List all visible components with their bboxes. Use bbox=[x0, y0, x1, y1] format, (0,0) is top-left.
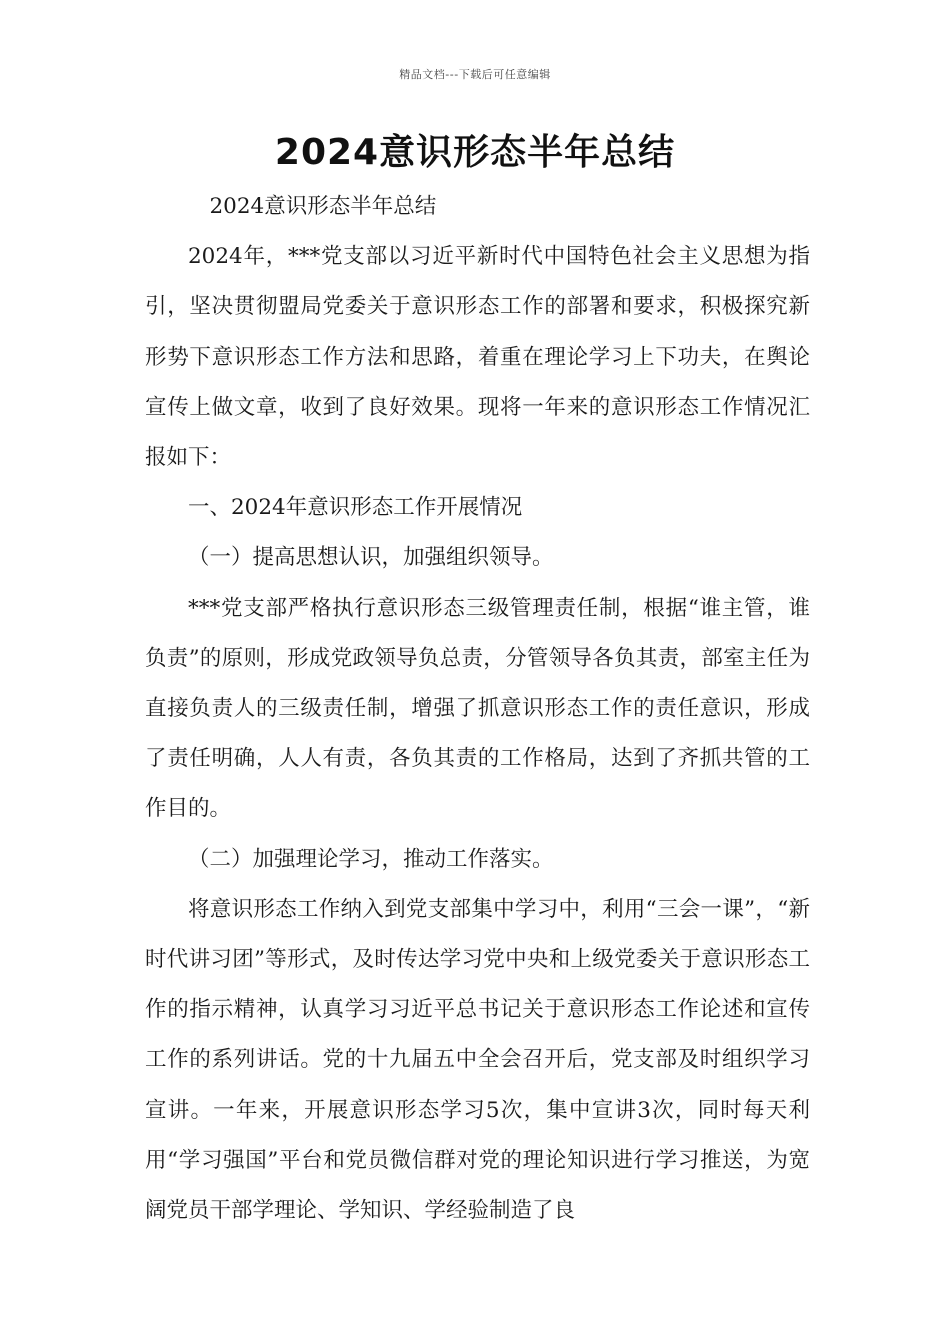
section-heading-1: 一、2024年意识形态工作开展情况 bbox=[188, 495, 523, 521]
paragraph-intro: 2024年，***党支部以习近平新时代中国特色社会主义思想为指引，坚决贯彻盟局党委关于意识形态工作的部署和要求，积极探究新形势下意识形态工作方法和思路，着重在理论学习上下功夫，在舆论宣传上做文章，收到了良好效果。现将一年来的意识形态工作情况汇报如下： bbox=[145, 244, 810, 471]
subsection-heading-1: （一）提高思想认识，加强组织领导。 bbox=[188, 545, 554, 571]
document-subtitle: 2024意识形态半年总结 bbox=[209, 194, 437, 219]
paragraph-theory-study: 将意识形态工作纳入到党支部集中学习中，利用“三会一课”，“新时代讲习团”等形式，及时传达学习党中央和上级党委关于意识形态工作的指示精神，认真学习习近平总书记关于意识形态工作论述和宣传工作的系列讲话。党的十九届五中全会召开后，党支部及时组织学习宣讲。一年来，开展意识形态学习5次，集中宣讲3次，同时每天利用“学习强国”平台和党员微信群对党的理论知识进行学习推送，为宽阔党员干部学理论、学知识、学经验制造了良 bbox=[145, 896, 810, 1224]
document-title: 2024意识形态半年总结 bbox=[274, 132, 676, 173]
document-body bbox=[145, 182, 810, 1236]
paragraph-responsibility: ***党支部严格执行意识形态三级管理责任制，根据“谁主管，谁负责”的原则，形成党政领导负总责，分管领导各负其责，部室主任为直接负责人的三级责任制，增强了抓意识形态工作的责任意识，形成了责任明确，人人有责，各负其责的工作格局，达到了齐抓共管的工作目的。 bbox=[145, 595, 810, 822]
header-note: 精品文档---下载后可任意编辑 bbox=[399, 68, 551, 81]
subsection-heading-2: （二）加强理论学习，推动工作落实。 bbox=[188, 846, 554, 872]
